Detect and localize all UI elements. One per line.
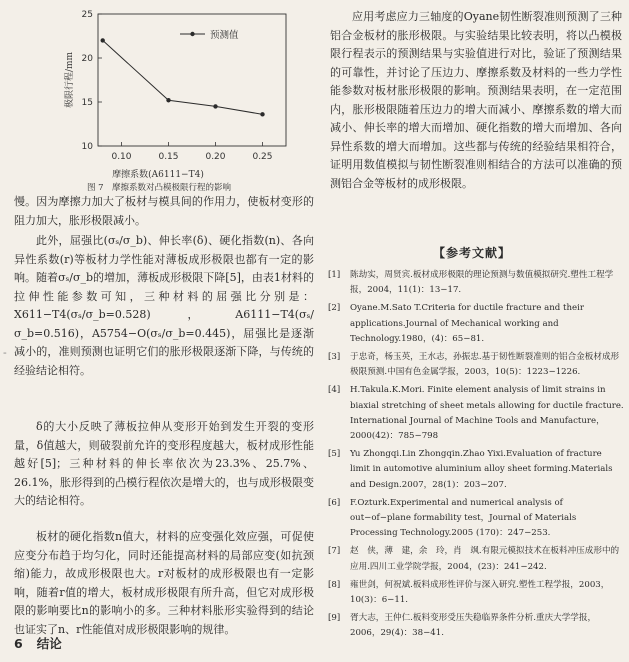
reference-number: [7] — [328, 546, 341, 557]
x-tick-label: 0.20 — [205, 152, 226, 162]
reference-item — [328, 447, 624, 493]
data-point — [101, 38, 105, 42]
reference-number: [9] — [328, 613, 341, 624]
reference-item — [328, 544, 624, 574]
y-tick-label: 15 — [81, 98, 93, 108]
x-tick-label: 0.25 — [252, 152, 273, 162]
reference-number: [6] — [328, 497, 341, 508]
section-number: 6 — [14, 636, 23, 651]
legend-label: 预测值 — [210, 30, 239, 41]
section-title: 结论 — [36, 636, 62, 651]
y-tick-label: 25 — [81, 10, 93, 20]
legend-marker — [190, 32, 194, 36]
y-axis-label: 极限行程/mm — [65, 51, 75, 109]
reference-item — [328, 301, 624, 347]
friction-chart — [0, 0, 318, 182]
reference-number: [4] — [328, 385, 341, 396]
reference-number: [1] — [328, 270, 341, 280]
reference-text: Yu Zhongqi.Lin Zhongqin.Zhao Yixi.Evaluation of fracture limit in automotive aluminium alloy sheet forming.Materials and Design.2007，28(1)：203−207. — [350, 449, 613, 490]
data-point — [166, 98, 170, 102]
reference-text: 于忠奇，杨玉英，王水志，孙振忠.基于韧性断裂准则的铝合金板材成形极限预测.中国有色金属学报，2003，10(5)：1223−1226. — [350, 352, 620, 378]
reference-number: [2] — [328, 303, 341, 314]
paragraph-intro: 慢。因为摩擦力加大了板材与模具间的作用力，使板材变形的阻力加大，胀形极限减小。 — [14, 195, 314, 227]
x-tick-label: 0.10 — [111, 152, 132, 162]
series-line — [103, 40, 263, 114]
reference-text: 雍世剑，何祝斌.板料成形性评价与深入研究.塑性工程学报，2003，10(3)：6−11. — [350, 579, 610, 606]
reference-number: [3] — [328, 352, 341, 363]
paragraph-elongation: δ的大小反映了薄板拉伸从变形开始到发生开裂的变形量，δ值越大，则破裂前允许的变形程度越大，板材成形性能越好[5]；三种材料的伸长率依次为23.3%、25.7%、26.1%，胀形得到的凸模行程依次是增大的，也与成形极限变大的结论相符。 — [14, 420, 314, 507]
reference-item — [328, 496, 624, 542]
reference-text: 陈劫实，周贤宾.板材成形极限的理论预测与数值模拟研究.塑性工程学报，2004，11(1)：13−17. — [350, 270, 614, 296]
reference-text: F.Ozturk.Experimental and numerical analysis of out−of−plane formability test，Journal of Materials Processing Technology.2005 (170)：247−253. — [350, 497, 577, 539]
paragraph-conclusion: 应用考虑应力三轴度的Oyane韧性断裂准则预测了三种铝合金板材的胀形极限。与实验结果比较表明，将以凸模极限行程表示的预测结果与实验值进行对比，验证了预测结果的可靠性，并讨论了压边力、摩擦系数及材料的一些力学性能参数对板材胀形极限的影响。预测结果表明，在一定范围内，胀形极限随着压边力的增大而减小、摩擦系数的增大而减小、伸长率的增大而增加、硬化指数的增大而增加、各向异性系数的增大而增加。这些都与传统的经验结果相符合，证明用数值模拟与韧性断裂准则相结合的方法可以准确的预测铝合金等板材的成形极限。 — [330, 10, 622, 190]
reference-number: [5] — [328, 449, 341, 460]
reference-text: Oyane.M.Sato T.Criteria for ductile fracture and their applications.Journal of Mechanical working and Technology.1980，(4)：65−81. — [350, 303, 584, 344]
data-point — [260, 112, 264, 116]
reference-item — [328, 578, 624, 608]
reference-text: 赵 侠，薄 建，余 玲，肖 飒.有限元模拟技术在板料冲压成形中的应用.四川工业学院学报，2004，(23)：241−242. — [350, 546, 620, 572]
references-list — [328, 268, 624, 645]
figure-7 — [0, 0, 318, 192]
paragraph-yield-ratio: 此外，屈强比(σₛ/σ_b)、伸长率(δ)、硬化指数(n)、各向异性系数(r)等板材力学性能对薄板成形极限也都有一定的影响。随着σₛ/σ_b的增加，薄板成形极限下降[5]，由表1材料的拉伸性能参数可知，三种材料的屈强比分别是：X611−T4(σₛ/σ_b=0.528)，A6111−T4(σₛ/σ_b=0.516)，A5754−O(σₛ/σ_b=0.445)，屈强比是逐渐减小的，准则预测也证明它们的胀形极限逐渐下降，与传统的经验结论相符。 — [14, 234, 314, 377]
reference-item — [328, 611, 624, 641]
x-axis-label: 摩擦系数(A6111−T4) — [112, 170, 204, 180]
reference-text: 胥大志，王仲仁.板料变形受压失稳临界条件分析.重庆大学学报，2006，29(4)：38−41. — [350, 613, 597, 639]
data-point — [213, 104, 217, 108]
reference-text: H.Takula.K.Mori. Finite element analysis of limit strains in biaxial stretching of sheet metals allowing for ductile fracture. International Journal of Machine Tools and Manufacture，2000(42)：785−798 — [350, 385, 624, 442]
reference-number: [8] — [328, 579, 341, 590]
reference-item — [328, 383, 624, 444]
references-title: 【参考文献】 — [432, 246, 511, 260]
reference-item — [328, 350, 624, 380]
y-tick-label: 10 — [81, 142, 93, 152]
figure-caption: 图 7 摩擦系数对凸模极限行程的影响 — [86, 183, 232, 193]
y-tick-label: 20 — [81, 54, 93, 64]
reference-item — [328, 268, 624, 298]
x-tick-label: 0.15 — [158, 152, 179, 162]
section-heading — [14, 634, 76, 652]
margin-mark: - — [3, 346, 7, 359]
paragraph-hardening: 板材的硬化指数n值大，材料的应变强化效应强，可促使应变分布趋于均匀化，同时还能提高材料的局部应变(如抗颈缩)能力，故成形极限也大。r对板材的成形极限也有一定影响，随着r值的增大，板材成形极限有所升高，但它对成形极限的影响要比n的影响小的多。三种材料胀形实验得到的结论也证实了n、r性能值对成形极限影响的规律。 — [14, 530, 314, 636]
